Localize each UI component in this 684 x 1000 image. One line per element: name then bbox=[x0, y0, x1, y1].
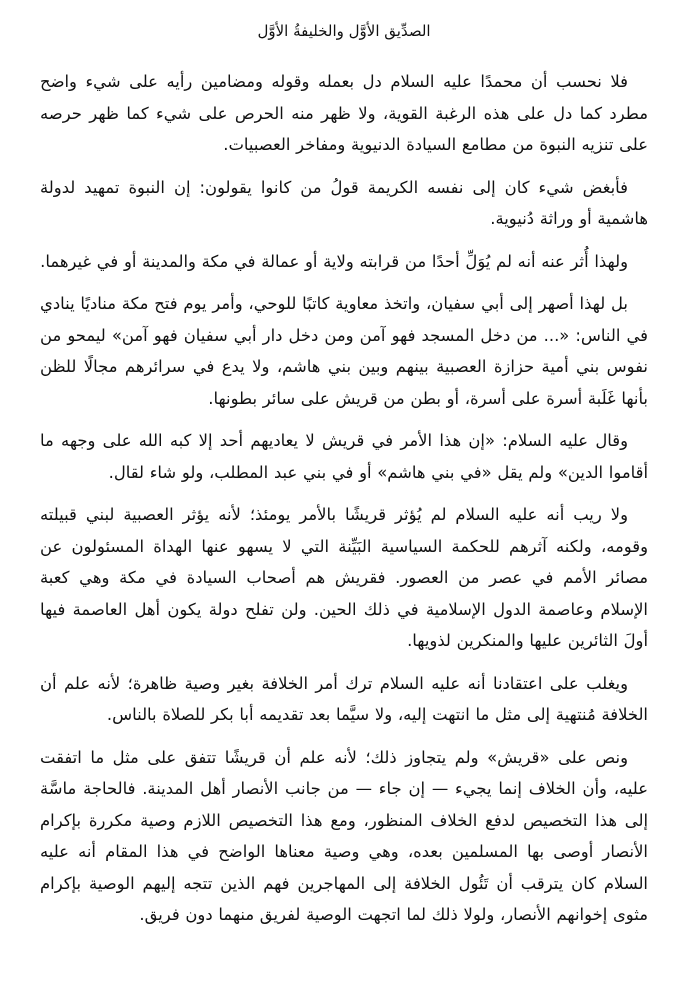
paragraph-3: ولهذا أُثر عنه أنه لم يُوَلِّ أحدًا من قرابته ولاية أو عمالة في مكة والمدينة أو في غيرهما. bbox=[40, 251, 628, 271]
running-header-title: الصدِّيق الأوَّل والخليفةُ الأوَّل bbox=[257, 22, 431, 40]
paragraph-5: وقال عليه السلام: «إن هذا الأمر في قريش لا يعاديهم أحد إلا كبه الله على وجهه ما أقاموا الدين» ولم يقل «في بني هاشم» أو في بني عبد المطلب، ولو شاء لقال. bbox=[40, 431, 648, 482]
paragraph-2: فأبغض شيء كان إلى نفسه الكريمة قولُ من كانوا يقولون: إن النبوة تمهيد لدولة هاشمية أو وراثة دُنيوية. bbox=[40, 177, 648, 228]
paragraph-6: ولا ريب أنه عليه السلام لم يُؤثر قريشًا بالأمر يومئذ؛ لأنه يؤثر العصبية لبني قبيلته وقومه، ولكنه آثرهم للحكمة السياسية البَيِّنة التي لا يسهو عنها الهداة المسئولون عن مصائر الأمم في عصر من العصور. فقريش هم أصحاب السيادة في مكة وهي كعبة الإسلام وعاصمة الدول الإسلامية في ذلك الحين. ولن تفلح دولة يكون أهل العاصمة فيها أولَ الثائرين عليها والمنكرين لذويها. bbox=[40, 505, 648, 650]
paragraph-7: ويغلب على اعتقادنا أنه عليه السلام ترك أمر الخلافة بغير وصية ظاهرة؛ لأنه علم أن الخلافة مُنتهية إلى مثل ما انتهت إليه، ولا سيَّما بعد تقديمه أبا بكر للصلاة بالناس. bbox=[40, 673, 648, 724]
paragraph-4: بل لهذا أصهر إلى أبي سفيان، واتخذ معاوية كاتبًا للوحي، وأمر يوم فتح مكة مناديًا ينادي في الناس: «... من دخل المسجد فهو آمن ومن دخل دار أبي سفيان فهو آمن» ليمحو من نفوس بني أمية حزازة العصبية بينهم وبين بني هاشم، ولا يدع في سرائرهم مجالًا للظن بأنها غَلَبة أسرة على أسرة، أو بطن من قريش على سائر بطونها. bbox=[40, 294, 648, 408]
body-text bbox=[40, 66, 648, 931]
paragraph-1: فلا نحسب أن محمدًا عليه السلام دل بعمله وقوله ومضامين رأيه على شيء واضح مطرد كما دل على هذه الرغبة القوية، ولا ظهر منه الحرص على شيء كما ظهر حرصه على تنزيه النبوة من مطامع السيادة الدنيوية ومفاخر العصبيات. bbox=[40, 72, 648, 154]
paragraph-8: ونص على «قريش» ولم يتجاوز ذلك؛ لأنه علم أن قريشًا تتفق على مثل ما اتفقت عليه، وأن الخلاف إنما يجيء — إن جاء — من جانب الأنصار أهل المدينة. فالحاجة ماسَّة إلى هذا التخصيص لدفع الخلاف المنظور، ومع هذا التخصيص اللازم وصية مكررة بإكرام الأنصار أوصى بها المسلمين بعده، وهي وصية معناها الواضح في هذا المقام أنه عليه السلام كان يترقب أن تَئُول الخلافة إلى المهاجرين فهم الذين تتجه إليهم الوصية بإكرام مثوى إخوانهم الأنصار، ولولا ذلك لما اتجهت الوصية لفريق منهما دون فريق. bbox=[40, 747, 648, 924]
